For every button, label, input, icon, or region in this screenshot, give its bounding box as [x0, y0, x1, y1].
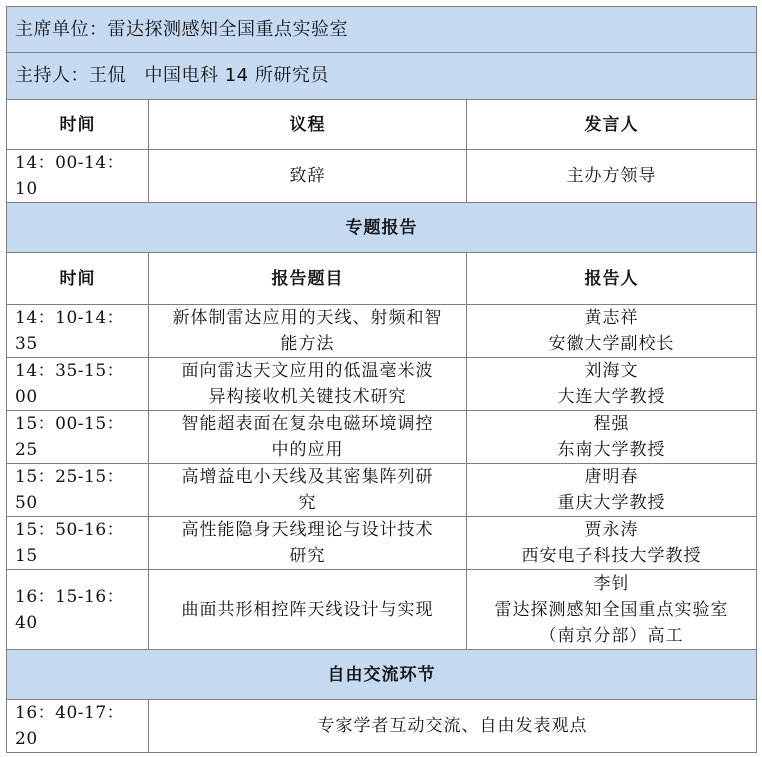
report-row: [7, 358, 757, 411]
report-row: [7, 411, 757, 464]
report-title-line: 究: [298, 493, 317, 513]
host-unit-row: [7, 7, 757, 53]
report-row: [7, 464, 757, 517]
report-title: [149, 305, 467, 358]
conference-agenda-table: [6, 6, 757, 753]
agenda-header-time: 时间: [7, 100, 149, 150]
speaker-affiliation: 雷达探测感知全国重点实验室: [494, 599, 729, 620]
free-exchange-section-row: [7, 650, 757, 700]
reports-header-title: 报告题目: [149, 253, 467, 305]
agenda-row: [7, 150, 757, 203]
free-exchange-description: 专家学者互动交流、自由发表观点: [149, 700, 757, 753]
report-row: [7, 305, 757, 358]
speaker-affiliation: 重庆大学教授: [557, 493, 666, 513]
report-title-line: 面向雷达天文应用的低温毫米波: [181, 361, 434, 381]
report-title: [149, 358, 467, 411]
report-title-line: 智能超表面在复杂电磁环境调控: [181, 414, 434, 434]
report-time: 14：35-15：00: [7, 358, 149, 411]
speaker-affiliation: （南京分部）高工: [539, 625, 684, 646]
speaker-affiliation: 西安电子科技大学教授: [521, 546, 702, 566]
report-speaker: [467, 517, 757, 570]
moderator-text: 主持人：王侃 中国电科 14 所研究员: [7, 53, 757, 100]
report-speaker: [467, 464, 757, 517]
reports-header-speaker: 报告人: [467, 253, 757, 305]
report-speaker: [467, 305, 757, 358]
report-time: 15：50-16：15: [7, 517, 149, 570]
free-exchange-title: 自由交流环节: [7, 650, 757, 700]
free-exchange-row: [7, 700, 757, 753]
speaker-affiliation: 东南大学教授: [557, 440, 666, 460]
report-title: [149, 464, 467, 517]
report-speaker: [467, 358, 757, 411]
agenda-header-row: [7, 100, 757, 150]
report-time: 16：15-16：40: [7, 570, 149, 650]
reports-section-row: [7, 203, 757, 253]
speaker-name: 李钊: [593, 573, 630, 594]
free-exchange-time: 16：40-17：20: [7, 700, 149, 753]
speaker-name: 程强: [593, 414, 630, 434]
speaker-affiliation: 安徽大学副校长: [548, 334, 675, 354]
report-speaker: [467, 570, 757, 650]
speaker-name: 黄志祥: [584, 308, 639, 328]
report-row: [7, 570, 757, 650]
report-title-line: 研究: [289, 546, 326, 566]
reports-header-time: 时间: [7, 253, 149, 305]
report-title: [149, 411, 467, 464]
report-title: [149, 517, 467, 570]
report-title-line: 新体制雷达应用的天线、射频和智: [172, 308, 443, 328]
report-title-line: 中的应用: [271, 440, 344, 460]
agenda-header-item: 议程: [149, 100, 467, 150]
speaker-name: 贾永涛: [584, 520, 639, 540]
agenda-time: 14：00-14：10: [7, 150, 149, 203]
host-unit-text: 主席单位：雷达探测感知全国重点实验室: [7, 7, 757, 53]
moderator-row: [7, 53, 757, 100]
report-row: [7, 517, 757, 570]
agenda-item: 致辞: [149, 150, 467, 203]
report-time: 15：25-15：50: [7, 464, 149, 517]
report-title-line: 高性能隐身天线理论与设计技术: [181, 520, 434, 540]
speaker-affiliation: 大连大学教授: [557, 387, 666, 407]
reports-section-title: 专题报告: [7, 203, 757, 253]
reports-header-row: [7, 253, 757, 305]
report-title-line: 曲面共形相控阵天线设计与实现: [181, 599, 434, 620]
report-time: 14：10-14：35: [7, 305, 149, 358]
report-title-line: 高增益电小天线及其密集阵列研: [181, 467, 434, 487]
report-speaker: [467, 411, 757, 464]
agenda-speaker: 主办方领导: [467, 150, 757, 203]
report-title: [149, 570, 467, 650]
agenda-header-speaker: 发言人: [467, 100, 757, 150]
report-time: 15：00-15：25: [7, 411, 149, 464]
speaker-name: 刘海文: [584, 361, 639, 381]
report-title-line: 异构接收机关键技术研究: [208, 387, 407, 407]
speaker-name: 唐明春: [584, 467, 639, 487]
report-title-line: 能方法: [280, 334, 335, 354]
